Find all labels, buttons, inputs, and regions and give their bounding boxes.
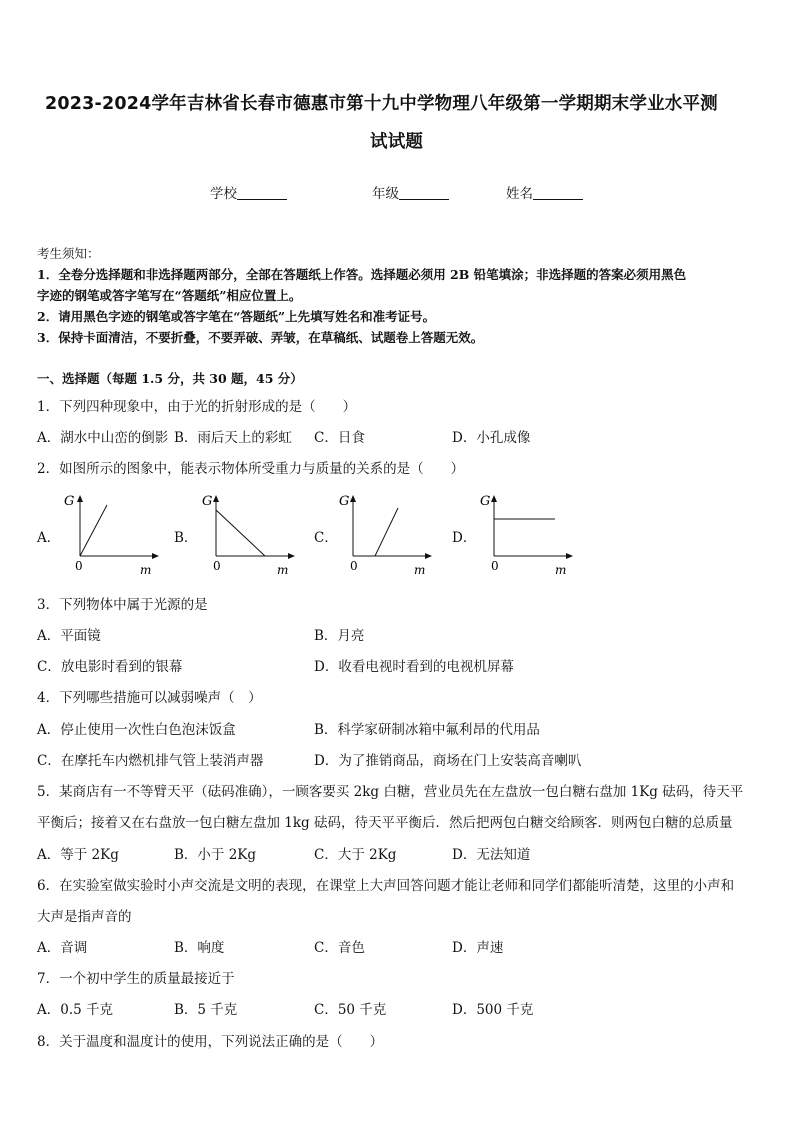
graph-a-y-label: G [64,494,75,509]
graph-d-origin: 0 [491,559,499,573]
question-6-stem-line2: 大声是指声音的 [37,909,132,925]
graph-b-origin: 0 [213,559,221,573]
grade-blank [399,187,449,200]
question-4-option-d: D．为了推销商品，商场在门上安装高音喇叭 [314,753,582,769]
name-field [506,182,583,202]
question-7-stem: 7．一个初中学生的质量最接近于 [37,971,235,987]
notice-item-1-line2: 字迹的钢笔或答字笔写在“答题纸”相应位置上。 [37,288,302,303]
question-3-option-c: C．放电影时看到的银幕 [37,659,183,675]
document-title-line1: 2023-2024学年吉林省长春市德惠市第十九中学物理八年级第一学期期末学业水平测 [45,94,718,114]
graph-d [476,488,576,578]
question-1-option-d: D．小孔成像 [452,430,531,446]
question-6-option-d: D．声速 [452,940,504,956]
question-7-option-b: B．5 千克 [174,1002,238,1018]
question-2-option-a: A． [37,530,61,546]
question-4-option-a: A．停止使用一次性白色泡沫饭盒 [37,722,236,738]
graph-a-x-arrow [152,553,159,559]
document-title-line2: 试试题 [370,132,424,152]
notice-item-2: 2．请用黑色字迹的钢笔或答字笔在“答题纸”上先填写姓名和准考证号。 [37,309,436,324]
notice-heading: 考生须知： [37,246,100,261]
graph-c-x-arrow [425,553,432,559]
question-4-option-b: B．科学家研制冰箱中氟利昂的代用品 [314,722,540,738]
question-5-option-c: C．大于 2Kg [314,847,397,863]
question-4-option-c: C．在摩托车内燃机排气管上装消声器 [37,753,264,769]
grade-label: 年级 [372,186,399,202]
question-2-option-c: C． [314,530,338,546]
graph-a [60,488,160,578]
question-7-option-a: A．0.5 千克 [37,1002,114,1018]
graph-d-x-arrow [566,553,573,559]
question-5-option-a: A．等于 2Kg [37,847,119,863]
graph-a-x-label: m [140,563,152,577]
graph-c-origin: 0 [350,559,358,573]
graph-b-x-arrow [288,553,295,559]
graph-b [198,488,298,578]
question-3-option-b: B．月亮 [314,628,365,644]
notice-item-1-line1: 1．全卷分选择题和非选择题两部分，全部在答题纸上作答。选择题必须用 2B 铅笔填涂；非选择题的答案必须用黑色 [37,267,687,282]
graph-c [336,488,436,578]
graph-a-line [80,505,107,556]
question-5-option-d: D．无法知道 [452,847,531,863]
question-5-stem-line1: 5．某商店有一不等臂天平（砝码准确），一顾客要买 2kg 白糖，营业员先在左盘放一包白糖右盘加 1Kg 砝码，待天平 [37,784,744,800]
question-7-option-d: D．500 千克 [452,1002,534,1018]
question-4-stem: 4．下列哪些措施可以减弱噪声（ ） [37,690,262,706]
question-5-stem-line2: 平衡后；接着又在右盘放一包白糖左盘加 1kg 砝码，待天平平衡后．然后把两包白糖交给顾客．则两包白糖的总质量 [37,815,733,831]
question-6-option-a: A．音调 [37,940,88,956]
question-2-option-b: B． [174,530,198,546]
question-1-stem: 1．下列四种现象中，由于光的折射形成的是（ ） [37,399,357,415]
question-5-option-b: B．小于 2Kg [174,847,257,863]
graph-c-y-arrow [350,495,356,502]
name-blank [533,187,583,200]
school-blank [237,187,287,200]
question-1-option-a: A．湖水中山峦的倒影 [37,430,169,446]
question-3-stem: 3．下列物体中属于光源的是 [37,597,208,613]
graph-c-y-label: G [339,494,350,509]
question-3-option-d: D．收看电视时看到的电视机屏幕 [314,659,514,675]
question-1-option-b: B．雨后天上的彩虹 [174,430,292,446]
grade-field [372,182,449,202]
graph-b-y-arrow [213,495,219,502]
question-2-stem: 2．如图所示的图象中，能表示物体所受重力与质量的关系的是（ ） [37,461,465,477]
graph-c-x-label: m [414,563,426,577]
graph-d-y-label: G [480,494,491,509]
graph-b-line [216,510,265,556]
question-6-option-b: B．响度 [174,940,225,956]
graph-a-origin: 0 [75,559,83,573]
graph-b-x-label: m [277,563,289,577]
notice-item-3: 3．保持卡面清洁，不要折叠，不要弄破、弄皱，在草稿纸、试题卷上答题无效。 [37,330,484,345]
graph-a-y-arrow [77,495,83,502]
graph-d-y-arrow [491,495,497,502]
school-field [210,182,287,202]
graph-b-y-label: G [202,494,213,509]
question-2-option-d: D． [452,530,477,546]
question-8-stem: 8．关于温度和温度计的使用，下列说法正确的是（ ） [37,1034,384,1050]
question-7-option-c: C．50 千克 [314,1002,387,1018]
graph-c-line [375,508,398,556]
question-1-option-c: C．日食 [314,430,365,446]
question-6-option-c: C．音色 [314,940,365,956]
section-heading: 一、选择题（每题 1.5 分，共 30 题，45 分） [37,371,303,386]
name-label: 姓名 [506,186,533,202]
question-6-stem-line1: 6．在实验室做实验时小声交流是文明的表现，在课堂上大声回答问题才能让老师和同学们都能听清楚，这里的小声和 [37,878,735,894]
question-3-option-a: A．平面镜 [37,628,101,644]
school-label: 学校 [210,186,237,202]
graph-d-x-label: m [555,563,567,577]
